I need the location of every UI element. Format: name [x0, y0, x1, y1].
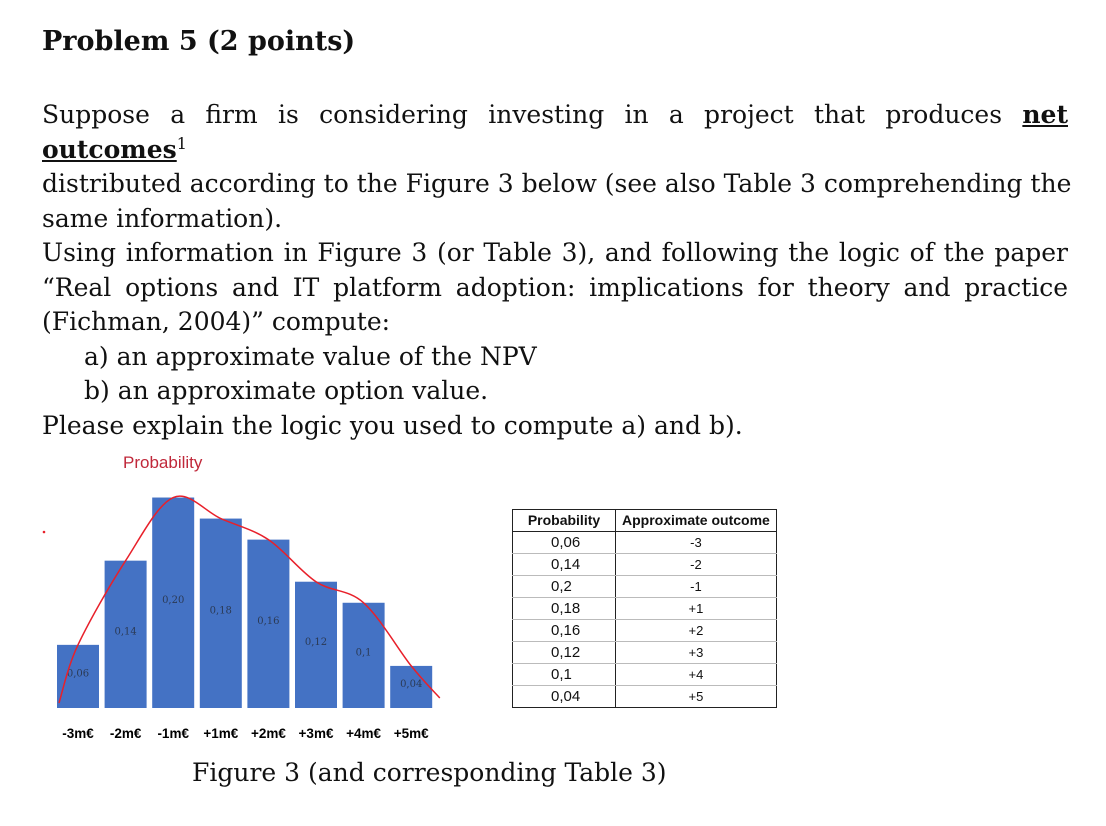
red-dot-marker — [43, 531, 46, 534]
bar-value-label: 0,20 — [162, 594, 185, 606]
statement-line-last: Please explain the logic you used to compute a) and b). — [42, 410, 743, 440]
figure-caption: Figure 3 (and corresponding Table 3) — [192, 758, 667, 787]
table-cell-outcome: +2 — [616, 620, 777, 642]
x-axis-tick-label: -1m€ — [157, 726, 189, 741]
statement-line-1: Suppose a firm is considering investing in a project that produces net outcomes$^1$ — [42, 100, 1068, 164]
problem-statement — [42, 98, 1072, 443]
table-header-probability: Probability — [513, 510, 616, 532]
table-cell-probability: 0,16 — [513, 620, 616, 642]
statement-line-4: Using information in Figure 3 (or Table 3), and following the logic of the paper — [42, 238, 1068, 267]
list-item-b: b) an approximate option value. — [84, 376, 489, 405]
table-header-outcome: Approximate outcome — [616, 510, 777, 532]
table-cell-probability: 0,06 — [513, 532, 616, 554]
chart-title: Probability — [123, 453, 203, 472]
table-row — [513, 532, 777, 554]
statement-line-2: distributed according to the Figure 3 below (see also Table 3 comprehending the — [42, 169, 1072, 198]
table-header-row — [513, 510, 777, 532]
table-cell-outcome: -1 — [616, 576, 777, 598]
table-cell-outcome: -3 — [616, 532, 777, 554]
table-cell-probability: 0,04 — [513, 686, 616, 708]
statement-line-6: (Fichman, 2004)” compute: — [42, 307, 391, 336]
bar-value-label: 0,1 — [355, 647, 372, 659]
bar-value-label: 0,06 — [66, 668, 90, 680]
x-axis-tick-label: +2m€ — [250, 726, 286, 741]
table-cell-probability: 0,2 — [513, 576, 616, 598]
statement-line-5: “Real options and IT platform adoption: implications for theory and practice — [42, 272, 1068, 302]
table-cell-probability: 0,1 — [513, 664, 616, 686]
table-row — [513, 576, 777, 598]
bar-value-label: 0,12 — [304, 636, 328, 648]
table-cell-outcome: +1 — [616, 598, 777, 620]
table-cell-probability: 0,18 — [513, 598, 616, 620]
table-row — [513, 664, 777, 686]
table-row — [513, 620, 777, 642]
bar-value-label: 0,18 — [209, 605, 232, 617]
table-row — [513, 642, 777, 664]
x-axis-tick-label: +1m€ — [203, 726, 239, 741]
probability-table — [512, 509, 777, 708]
bar-value-label: 0,04 — [400, 678, 423, 690]
bar-value-label: 0,16 — [257, 615, 280, 627]
table-row — [513, 686, 777, 708]
table-row — [513, 554, 777, 576]
table-cell-probability: 0,14 — [513, 554, 616, 576]
x-axis-tick-label: -3m€ — [62, 726, 94, 741]
problem-title: Problem 5 (2 points) — [42, 26, 356, 57]
net-outcomes-term: net outcomes — [42, 100, 1068, 164]
table-cell-outcome: +5 — [616, 686, 777, 708]
table-row — [513, 598, 777, 620]
table-cell-outcome: +3 — [616, 642, 777, 664]
table-cell-probability: 0,12 — [513, 642, 616, 664]
bar-value-label: 0,14 — [114, 626, 137, 638]
x-axis-tick-label: +5m€ — [393, 726, 429, 741]
x-axis-tick-label: +3m€ — [298, 726, 334, 741]
probability-bar-chart — [0, 440, 500, 750]
x-axis-tick-label: +4m€ — [346, 726, 382, 741]
table-cell-outcome: +4 — [616, 664, 777, 686]
footnote-marker: 1 — [176, 133, 187, 153]
list-item-a: a) an approximate value of the NPV — [84, 341, 537, 371]
table-cell-outcome: -2 — [616, 554, 777, 576]
statement-line-3: same information). — [42, 203, 283, 233]
x-axis-tick-label: -2m€ — [109, 726, 142, 741]
